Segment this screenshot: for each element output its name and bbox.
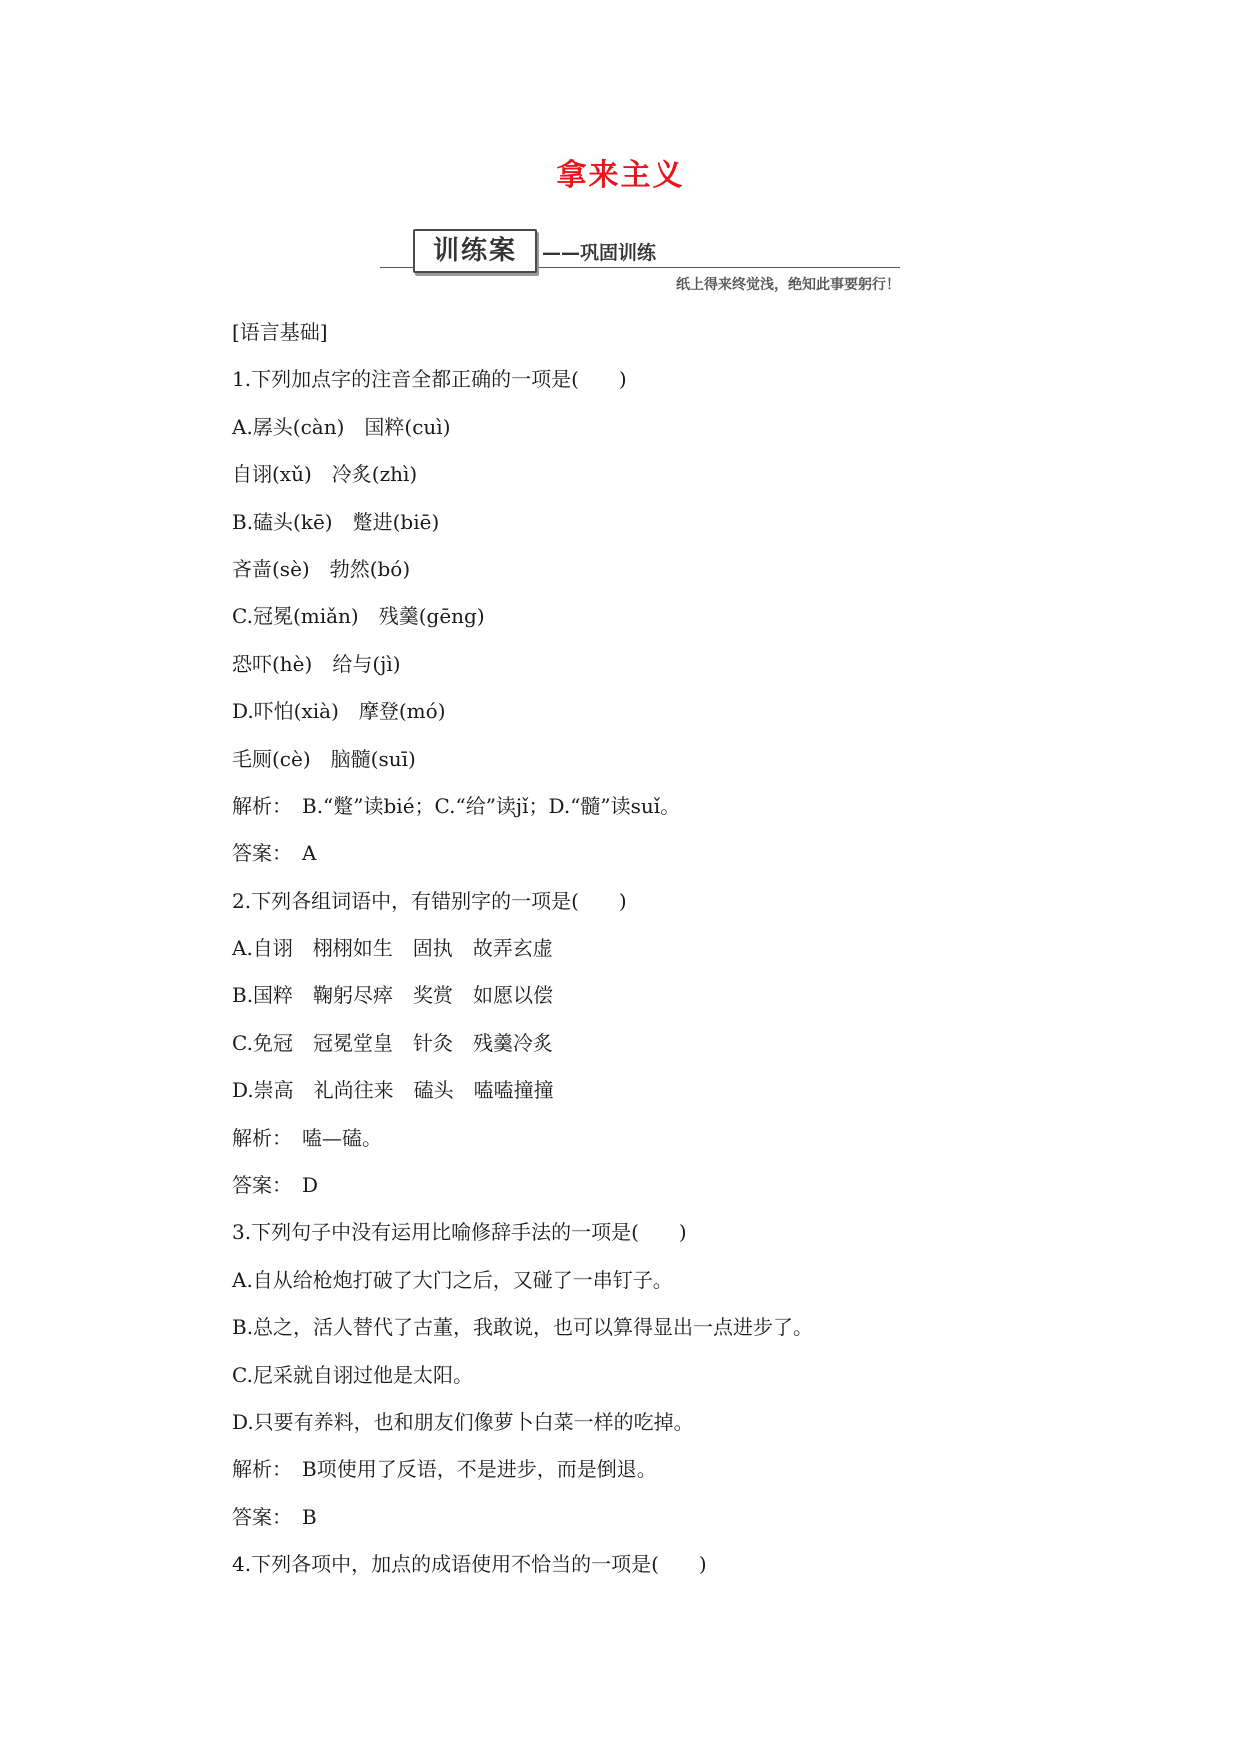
question-3-option-b: B.总之，活人替代了古董，我敢说，也可以算得显出一点进步了。 bbox=[232, 1315, 814, 1340]
section-banner bbox=[380, 226, 900, 293]
page-title: 拿来主义 bbox=[556, 158, 685, 193]
question-2-analysis: 解析： 嗑—磕。 bbox=[232, 1125, 382, 1150]
question-3-stem: 3.下列句子中没有运用比喻修辞手法的一项是( ) bbox=[232, 1220, 687, 1245]
question-3-option-a: A.自从给枪炮打破了大门之后，又碰了一串钉子。 bbox=[232, 1267, 673, 1292]
question-1-option-b-cont: 吝啬(sè) 勃然(bó) bbox=[232, 556, 411, 581]
question-2-answer: 答案： D bbox=[232, 1173, 319, 1198]
question-3-answer: 答案： B bbox=[232, 1504, 317, 1529]
question-2-option-a: A.自诩 栩栩如生 固执 故弄玄虚 bbox=[232, 936, 553, 961]
exercise-content bbox=[232, 317, 1052, 1597]
section-heading: [语言基础] bbox=[232, 320, 328, 344]
banner-motto: 纸上得来终觉浅，绝知此事要躬行！ bbox=[676, 277, 900, 293]
question-1-option-d-cont: 毛厕(cè) 脑髓(suī) bbox=[232, 746, 416, 771]
question-3-option-d: D.只要有养料，也和朋友们像萝卜白菜一样的吃掉。 bbox=[232, 1409, 694, 1434]
question-1-option-c: C.冠冕(miǎn) 残羹(gēng) bbox=[232, 604, 485, 629]
question-1-option-d: D.吓怕(xià) 摩登(mó) bbox=[232, 699, 446, 724]
question-1-option-c-cont: 恐吓(hè) 给与(jì) bbox=[232, 651, 401, 676]
banner-subtitle: ——巩固训练 bbox=[542, 242, 657, 264]
question-1-analysis: 解析： B.“蹩”读bié；C.“给”读jǐ；D.“髓”读suǐ。 bbox=[232, 793, 681, 818]
question-1-stem: 1.下列加点字的注音全都正确的一项是( ) bbox=[232, 367, 627, 392]
question-2-option-c: C.免冠 冠冕堂皇 针灸 残羹冷炙 bbox=[232, 1030, 553, 1055]
question-2-option-b: B.国粹 鞠躬尽瘁 奖赏 如愿以偿 bbox=[232, 983, 554, 1008]
question-3-option-c: C.尼采就自诩过他是太阳。 bbox=[232, 1362, 473, 1387]
question-1-option-a: A.孱头(càn) 国粹(cuì) bbox=[232, 414, 451, 439]
banner-box-label: 训练案 bbox=[413, 229, 537, 273]
question-3-analysis: 解析： B项使用了反语，不是进步，而是倒退。 bbox=[232, 1457, 657, 1482]
question-2-option-d: D.崇高 礼尚往来 磕头 嗑嗑撞撞 bbox=[232, 1078, 554, 1103]
question-1-option-a-cont: 自诩(xǔ) 冷炙(zhì) bbox=[232, 462, 418, 487]
question-1-option-b: B.磕头(kē) 蹩进(biē) bbox=[232, 509, 440, 534]
question-4-stem: 4.下列各项中，加点的成语使用不恰当的一项是( ) bbox=[232, 1552, 707, 1577]
question-2-stem: 2.下列各组词语中，有错别字的一项是( ) bbox=[232, 888, 627, 913]
question-1-answer: 答案： A bbox=[232, 841, 317, 866]
